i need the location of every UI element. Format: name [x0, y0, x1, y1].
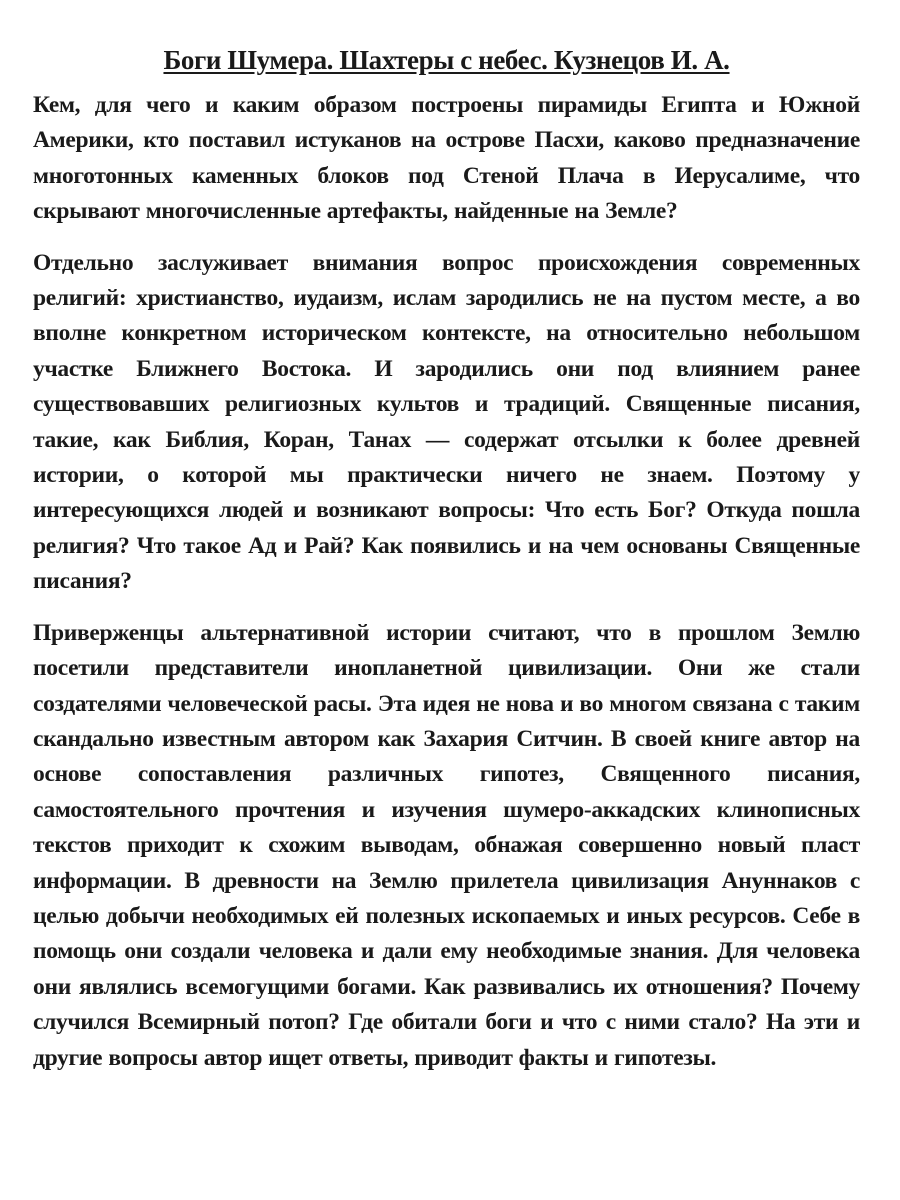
paragraph-religions: Отдельно заслуживает внимания вопрос происхождения современных религий: христианство, иудаизм, ислам зародились не на пустом месте, а во вполне конкретном историческом контексте, на относительно небольшом участке Ближнего Востока. И зародились они под влиянием ранее существовавших религиозных культов и традиций. Священные писания, такие, как Библия, Коран, Танах — содержат отсылки к более древней истории, о которой мы практически ничего не знаем. Поэтому у интересующихся людей и возникают вопросы: Что есть Бог? Откуда пошла религия? Что такое Ад и Рай? Как появились и на чем основаны Священные писания? [33, 249, 860, 595]
paragraph-intro-questions: Кем, для чего и каким образом построены пирамиды Египта и Южной Америки, кто поставил истуканов на острове Пасхи, каково предназначение многотонных каменных блоков под Стеной Плача в Иерусалиме, что скрывают многочисленные артефакты, найденные на Земле? [33, 92, 860, 225]
paragraph-alternative-history: Приверженцы альтернативной истории считают, что в прошлом Землю посетили представители инопланетной цивилизации. Они же стали создателями человеческой расы. Эта идея не нова и во многом связана с таким скандально известным автором как Захария Ситчин. В своей книге автор на основе сопоставления различных гипотез, Священного писания, самостоятельного прочтения и изучения шумеро-аккадских клинописных текстов приходит к схожим выводам, обнажая совершенно новый пласт информации. В древности на Землю прилетела цивилизация Ануннаков с целью добычи необходимых ей полезных ископаемых и иных ресурсов. Себе в помощь они создали человека и дали ему необходимые знания. Для человека они являлись всемогущими богами. Как развивались их отношения? Почему случился Всемирный потоп? Где обитали боги и что с ними стало? На эти и другие вопросы автор ищет ответы, приводит факты и гипотезы. [33, 619, 860, 1071]
document-title: Боги Шумера. Шахтеры с небес. Кузнецов И. А. [163, 45, 730, 75]
